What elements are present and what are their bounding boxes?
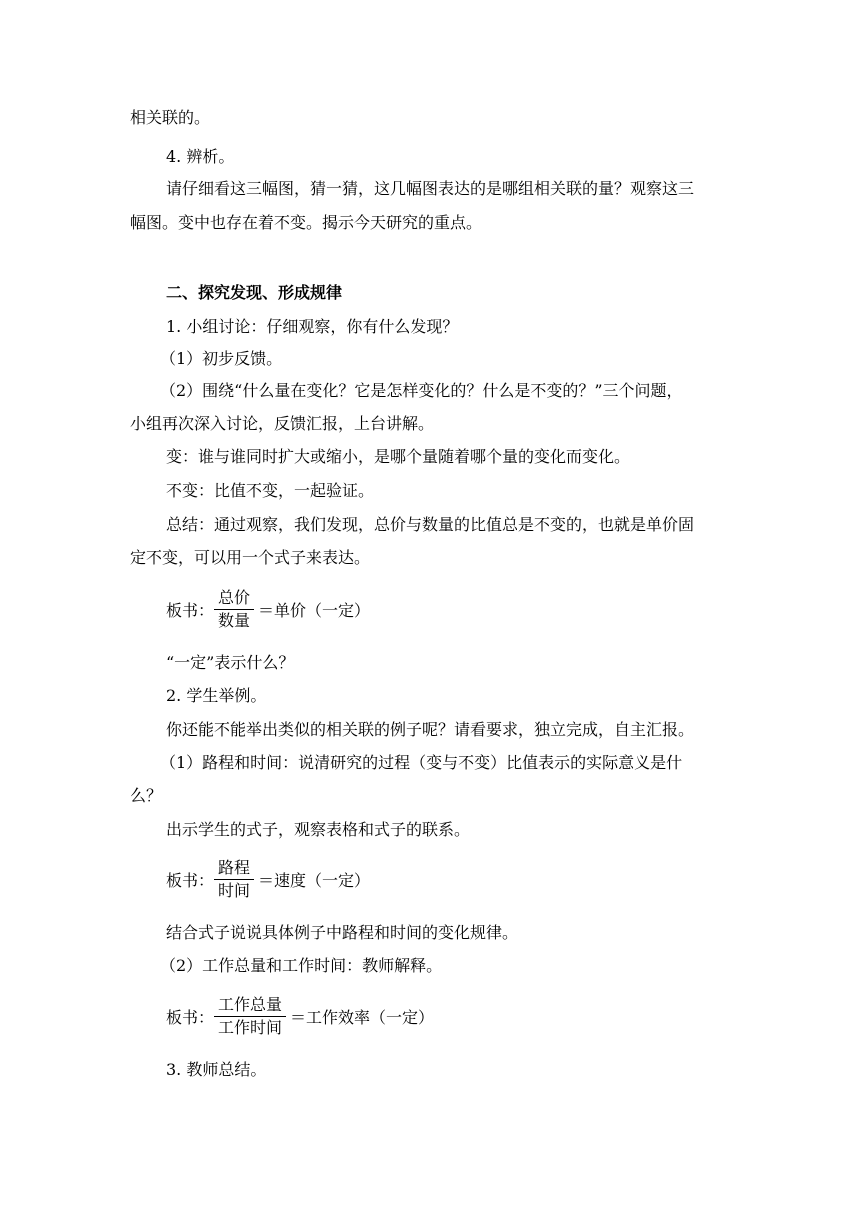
section-heading: 二、探究发现、形成规律 [166,283,343,302]
text-line: 不变：比值不变，一起验证。 [166,481,375,500]
formula-result: ＝工作效率（一定） [290,1008,435,1027]
fraction-denominator: 数量 [218,611,251,630]
formula-speed [166,857,370,902]
fraction-denominator: 工作时间 [218,1018,283,1037]
text-line: （1）路程和时间：说清研究的过程（变与不变）比值表示的实际意义是什 [160,753,683,772]
fraction-numerator: 总价 [218,588,251,607]
text-line: 3. 教师总结。 [166,1060,267,1079]
fraction [216,994,284,1039]
fraction [216,587,252,632]
text-line: 结合式子说说具体例子中路程和时间的变化规律。 [166,923,519,942]
formula-unit-price [166,587,370,632]
fraction-numerator: 工作总量 [218,995,283,1014]
text-line: 出示学生的式子，观察表格和式子的联系。 [166,820,471,839]
text-line: 总结：通过观察，我们发现，总价与数量的比值总是不变的，也就是单价固 [166,515,695,534]
text-line: 请仔细看这三幅图，猜一猜，这几幅图表达的是哪组相关联的量？观察这三 [166,179,695,198]
formula-label: 板书： [166,871,215,890]
text-line: 2. 学生举例。 [166,686,267,705]
text-line: 1. 小组讨论：仔细观察，你有什么发现？ [166,317,459,336]
text-line: （1）初步反馈。 [160,349,283,368]
fraction [216,857,252,902]
fraction-numerator: 路程 [218,858,251,877]
text-line: “一定”表示什么？ [166,653,295,672]
formula-result: ＝单价（一定） [258,601,371,620]
formula-result: ＝速度（一定） [258,871,371,890]
text-line: （2）工作总量和工作时间：教师解释。 [160,956,443,975]
text-line: 么？ [130,786,163,805]
text-line: 定不变，可以用一个式子来表达。 [130,548,371,567]
formula-label: 板书： [166,1008,215,1027]
text-line: 变：谁与谁同时扩大或缩小，是哪个量随着哪个量的变化而变化。 [166,447,631,466]
formula-work-efficiency [166,994,434,1039]
fraction-denominator: 时间 [218,881,251,900]
text-line: （2）围绕“什么量在变化？它是怎样变化的？什么是不变的？”三个问题， [160,381,683,400]
formula-label: 板书： [166,601,215,620]
text-line: 4. 辨析。 [166,147,235,166]
text-line: 幅图。变中也存在着不变。揭示今天研究的重点。 [130,213,483,232]
text-line: 你还能不能举出类似的相关联的例子呢？请看要求，独立完成，自主汇报。 [166,720,695,739]
text-line: 小组再次深入讨论，反馈汇报，上台讲解。 [130,414,435,433]
text-line: 相关联的。 [130,108,211,127]
